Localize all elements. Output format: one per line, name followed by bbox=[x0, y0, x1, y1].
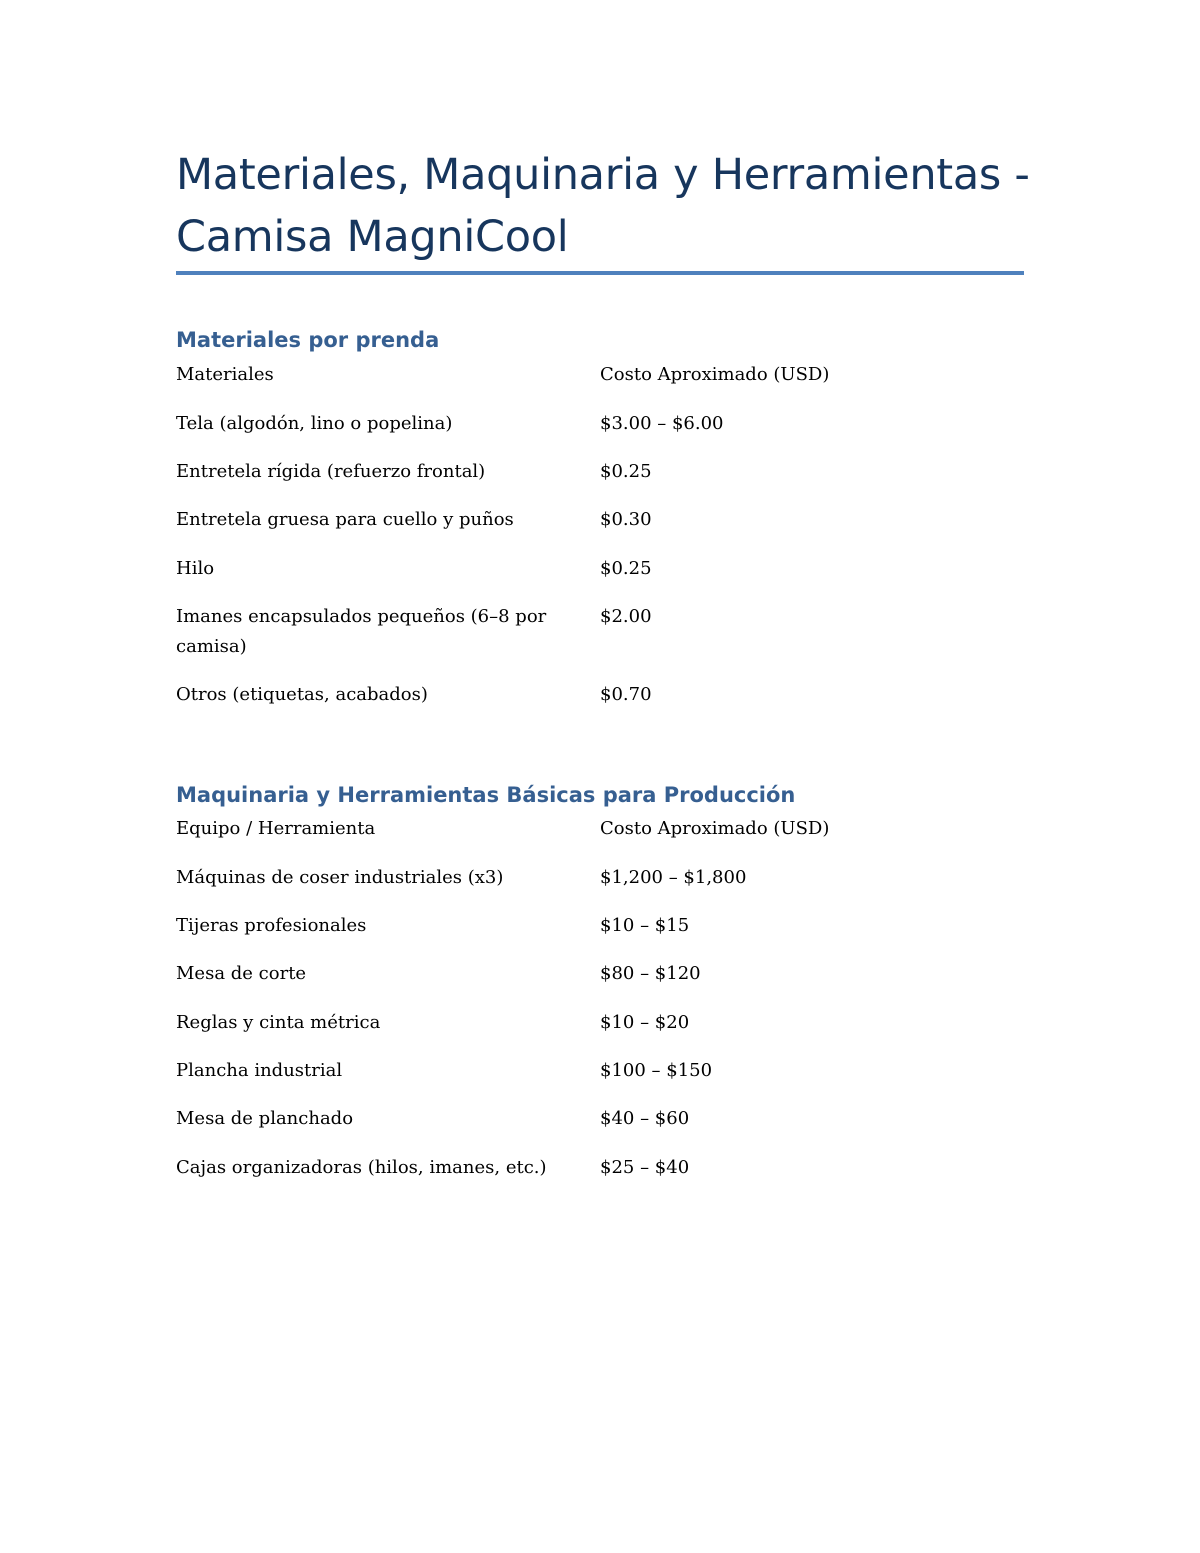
document-title: Materiales, Maquinaria y Herramientas - Camisa MagniCool bbox=[176, 150, 1030, 262]
item-name: Imanes encapsulados pequeños (6–8 por camisa) bbox=[176, 606, 547, 657]
item-cost: $10 – $15 bbox=[600, 915, 690, 936]
item-name: Mesa de corte bbox=[176, 963, 307, 984]
item-name: Cajas organizadoras (hilos, imanes, etc.) bbox=[176, 1157, 547, 1178]
item-name: Plancha industrial bbox=[176, 1060, 343, 1081]
item-name: Reglas y cinta métrica bbox=[176, 1012, 381, 1033]
item-cost: $100 – $150 bbox=[600, 1060, 713, 1081]
item-cost: $0.70 bbox=[600, 684, 652, 705]
item-cost: $0.25 bbox=[600, 461, 652, 482]
title-underline bbox=[176, 271, 1024, 275]
item-cost: $40 – $60 bbox=[600, 1108, 690, 1129]
item-name: Hilo bbox=[176, 558, 215, 579]
column-header-materials: Materiales bbox=[176, 364, 274, 385]
item-cost: $1,200 – $1,800 bbox=[600, 867, 747, 888]
materials-heading: Materiales por prenda bbox=[176, 328, 440, 352]
column-header-cost: Costo Aproximado (USD) bbox=[600, 364, 830, 385]
item-name: Otros (etiquetas, acabados) bbox=[176, 684, 428, 705]
machinery-heading: Maquinaria y Herramientas Básicas para Producción bbox=[176, 783, 796, 807]
item-cost: $2.00 bbox=[600, 606, 652, 627]
item-cost: $3.00 – $6.00 bbox=[600, 413, 724, 434]
item-name: Tijeras profesionales bbox=[176, 915, 367, 936]
item-name: Entretela gruesa para cuello y puños bbox=[176, 509, 514, 530]
column-header-cost: Costo Aproximado (USD) bbox=[600, 818, 830, 839]
column-header-equipment: Equipo / Herramienta bbox=[176, 818, 376, 839]
item-cost: $25 – $40 bbox=[600, 1157, 690, 1178]
item-name: Máquinas de coser industriales (x3) bbox=[176, 867, 504, 888]
item-cost: $80 – $120 bbox=[600, 963, 701, 984]
item-name: Tela (algodón, lino o popelina) bbox=[176, 413, 453, 434]
item-cost: $0.30 bbox=[600, 509, 652, 530]
item-cost: $0.25 bbox=[600, 558, 652, 579]
item-cost: $10 – $20 bbox=[600, 1012, 690, 1033]
item-name: Mesa de planchado bbox=[176, 1108, 354, 1129]
item-name: Entretela rígida (refuerzo frontal) bbox=[176, 461, 486, 482]
